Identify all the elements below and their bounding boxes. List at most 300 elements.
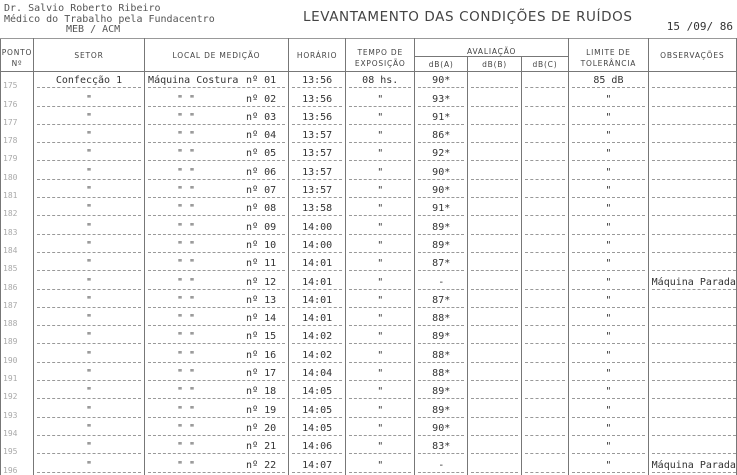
local-machine-number: nº 05 xyxy=(246,148,277,160)
setor-cell: " xyxy=(33,200,144,218)
local-cell xyxy=(145,255,289,273)
horario-cell: 14:00 xyxy=(288,218,346,236)
tempo-cell: " xyxy=(346,182,415,200)
limite-cell: " xyxy=(569,218,648,236)
horario-cell: 14:01 xyxy=(288,292,346,310)
local-cell xyxy=(145,200,289,218)
limite-cell: " xyxy=(569,90,648,108)
setor-cell: " xyxy=(33,109,144,127)
limite-cell: " xyxy=(569,200,648,218)
observacao-cell xyxy=(648,310,736,328)
tempo-cell: " xyxy=(346,438,415,456)
horario-cell: 13:57 xyxy=(288,163,346,181)
local-machine-label: Máquina Costura xyxy=(148,75,239,87)
local-machine-number: nº 06 xyxy=(246,166,277,178)
dbb-cell xyxy=(468,420,521,438)
dba-cell: 88* xyxy=(415,365,468,383)
limite-cell: " xyxy=(569,292,648,310)
observacao-cell xyxy=(648,255,736,273)
setor-cell: Confecção 1 xyxy=(33,72,144,91)
observacao-cell xyxy=(648,237,736,255)
local-cell xyxy=(145,310,289,328)
dbb-cell xyxy=(468,200,521,218)
dba-cell: 90* xyxy=(415,163,468,181)
ponto-cell: 182 xyxy=(1,200,34,218)
ponto-cell: 180 xyxy=(1,163,34,181)
dbb-cell xyxy=(468,255,521,273)
table-row xyxy=(1,182,737,200)
table-row xyxy=(1,200,737,218)
limite-cell: 85 dB xyxy=(569,72,648,91)
setor-cell: " xyxy=(33,145,144,163)
setor-cell: " xyxy=(33,182,144,200)
local-cell xyxy=(145,218,289,236)
dbb-cell xyxy=(468,127,521,145)
horario-cell: 13:56 xyxy=(288,72,346,91)
local-machine-number: nº 18 xyxy=(246,386,277,398)
local-machine-label: " " xyxy=(177,276,196,288)
col-observacoes: OBSERVAÇÕES xyxy=(648,39,736,72)
observacao-cell xyxy=(648,438,736,456)
limite-cell: " xyxy=(569,438,648,456)
tempo-cell: " xyxy=(346,365,415,383)
dbc-cell xyxy=(521,383,568,401)
tempo-cell: " xyxy=(346,90,415,108)
local-cell xyxy=(145,72,289,91)
limite-cell: " xyxy=(569,456,648,474)
setor-cell: " xyxy=(33,292,144,310)
horario-cell: 14:00 xyxy=(288,237,346,255)
horario-cell: 14:01 xyxy=(288,273,346,291)
horario-cell: 14:05 xyxy=(288,401,346,419)
observacao-cell xyxy=(648,109,736,127)
table-row xyxy=(1,292,737,310)
setor-cell: " xyxy=(33,401,144,419)
setor-cell: " xyxy=(33,383,144,401)
local-machine-label: " " xyxy=(177,148,196,160)
tempo-cell: " xyxy=(346,401,415,419)
setor-cell: " xyxy=(33,163,144,181)
local-cell xyxy=(145,383,289,401)
limite-cell: " xyxy=(569,109,648,127)
table-row xyxy=(1,72,737,91)
tempo-cell: " xyxy=(346,127,415,145)
dbc-cell xyxy=(521,163,568,181)
local-machine-label: " " xyxy=(177,368,196,380)
setor-cell: " xyxy=(33,438,144,456)
local-machine-number: nº 07 xyxy=(246,185,277,197)
dbc-cell xyxy=(521,292,568,310)
setor-cell: " xyxy=(33,310,144,328)
horario-cell: 13:57 xyxy=(288,127,346,145)
observacao-cell xyxy=(648,218,736,236)
dbb-cell xyxy=(468,456,521,474)
local-cell xyxy=(145,237,289,255)
tempo-cell: " xyxy=(346,310,415,328)
noise-survey-table xyxy=(0,38,737,475)
local-cell xyxy=(145,346,289,364)
dba-cell: 93* xyxy=(415,90,468,108)
tempo-cell: " xyxy=(346,383,415,401)
local-machine-number: nº 22 xyxy=(246,459,277,471)
ponto-cell: 184 xyxy=(1,237,34,255)
observacao-cell xyxy=(648,346,736,364)
col-avaliacao: AVALIAÇÃO xyxy=(415,39,569,57)
local-machine-number: nº 10 xyxy=(246,239,277,251)
dbb-cell xyxy=(468,438,521,456)
col-ponto: PONTO xyxy=(1,39,34,57)
tempo-cell: " xyxy=(346,200,415,218)
dbc-cell xyxy=(521,182,568,200)
dbb-cell xyxy=(468,401,521,419)
ponto-cell: 175 xyxy=(1,72,34,91)
local-machine-number: nº 17 xyxy=(246,368,277,380)
dbc-cell xyxy=(521,145,568,163)
dba-cell: 91* xyxy=(415,109,468,127)
local-cell xyxy=(145,163,289,181)
observacao-cell: Máquina Parada xyxy=(648,273,736,291)
limite-cell: " xyxy=(569,237,648,255)
table-row xyxy=(1,255,737,273)
table-row xyxy=(1,365,737,383)
local-machine-label: " " xyxy=(177,111,196,123)
tempo-cell: " xyxy=(346,255,415,273)
dbb-cell xyxy=(468,273,521,291)
observacao-cell xyxy=(648,163,736,181)
col-ponto-no: Nº xyxy=(1,57,34,72)
table-body xyxy=(1,72,737,475)
tempo-cell: " xyxy=(346,328,415,346)
local-machine-number: nº 11 xyxy=(246,258,277,270)
ponto-cell: 178 xyxy=(1,127,34,145)
local-machine-number: nº 01 xyxy=(246,75,277,87)
local-cell xyxy=(145,90,289,108)
setor-cell: " xyxy=(33,255,144,273)
local-machine-label: " " xyxy=(177,294,196,306)
local-machine-number: nº 09 xyxy=(246,221,277,233)
observacao-cell xyxy=(648,401,736,419)
local-machine-label: " " xyxy=(177,386,196,398)
local-machine-label: " " xyxy=(177,93,196,105)
table-row xyxy=(1,109,737,127)
table-row xyxy=(1,90,737,108)
author-initials: MEB / ACM xyxy=(66,24,121,35)
col-setor: SETOR xyxy=(33,39,144,72)
dba-cell: - xyxy=(415,273,468,291)
dba-cell: 91* xyxy=(415,200,468,218)
observacao-cell xyxy=(648,145,736,163)
ponto-cell: 186 xyxy=(1,273,34,291)
ponto-cell: 179 xyxy=(1,145,34,163)
dbb-cell xyxy=(468,237,521,255)
ponto-cell: 177 xyxy=(1,109,34,127)
local-machine-label: " " xyxy=(177,258,196,270)
dbc-cell xyxy=(521,365,568,383)
observacao-cell xyxy=(648,328,736,346)
setor-cell: " xyxy=(33,237,144,255)
table-row xyxy=(1,420,737,438)
document-title: LEVANTAMENTO DAS CONDIÇÕES DE RUÍDOS xyxy=(303,9,633,25)
dbb-cell xyxy=(468,72,521,91)
document-date: 15 /09/ 86 xyxy=(666,20,733,33)
dba-cell: 90* xyxy=(415,182,468,200)
local-machine-label: " " xyxy=(177,166,196,178)
local-cell xyxy=(145,365,289,383)
setor-cell: " xyxy=(33,420,144,438)
table-row xyxy=(1,438,737,456)
local-machine-label: " " xyxy=(177,239,196,251)
observacao-cell xyxy=(648,200,736,218)
local-cell xyxy=(145,109,289,127)
ponto-cell: 190 xyxy=(1,346,34,364)
local-machine-label: " " xyxy=(177,441,196,453)
tempo-cell: " xyxy=(346,163,415,181)
horario-cell: 14:04 xyxy=(288,365,346,383)
horario-cell: 14:07 xyxy=(288,456,346,474)
ponto-cell: 194 xyxy=(1,420,34,438)
dba-cell: 89* xyxy=(415,218,468,236)
table-row xyxy=(1,273,737,291)
dbc-cell xyxy=(521,456,568,474)
limite-cell: " xyxy=(569,163,648,181)
tempo-cell: " xyxy=(346,145,415,163)
local-machine-label: " " xyxy=(177,404,196,416)
dba-cell: 88* xyxy=(415,310,468,328)
table-row xyxy=(1,237,737,255)
dba-cell: - xyxy=(415,456,468,474)
local-machine-number: nº 16 xyxy=(246,349,277,361)
limite-cell: " xyxy=(569,365,648,383)
dbb-cell xyxy=(468,182,521,200)
col-tempo: TEMPO DE xyxy=(346,39,415,57)
observacao-cell xyxy=(648,182,736,200)
tempo-cell: " xyxy=(346,109,415,127)
dbc-cell xyxy=(521,310,568,328)
limite-cell: " xyxy=(569,310,648,328)
table-row xyxy=(1,456,737,474)
local-machine-number: nº 03 xyxy=(246,111,277,123)
local-machine-number: nº 20 xyxy=(246,422,277,434)
dbb-cell xyxy=(468,163,521,181)
local-machine-number: nº 19 xyxy=(246,404,277,416)
dbc-cell xyxy=(521,255,568,273)
dba-cell: 83* xyxy=(415,438,468,456)
dbb-cell xyxy=(468,383,521,401)
table-row xyxy=(1,310,737,328)
setor-cell: " xyxy=(33,365,144,383)
horario-cell: 14:05 xyxy=(288,383,346,401)
setor-cell: " xyxy=(33,456,144,474)
table-row xyxy=(1,145,737,163)
local-machine-label: " " xyxy=(177,185,196,197)
dbb-cell xyxy=(468,218,521,236)
ponto-cell: 193 xyxy=(1,401,34,419)
ponto-cell: 192 xyxy=(1,383,34,401)
local-cell xyxy=(145,127,289,145)
local-machine-label: " " xyxy=(177,331,196,343)
author-credential: Médico do Trabalho pela Fundacentro xyxy=(4,14,215,25)
dba-cell: 90* xyxy=(415,72,468,91)
local-machine-number: nº 04 xyxy=(246,130,277,142)
dba-cell: 92* xyxy=(415,145,468,163)
table-row xyxy=(1,218,737,236)
dbb-cell xyxy=(468,310,521,328)
dbc-cell xyxy=(521,438,568,456)
tempo-cell: 08 hs. xyxy=(346,72,415,91)
horario-cell: 13:58 xyxy=(288,200,346,218)
observacao-cell xyxy=(648,420,736,438)
dbb-cell xyxy=(468,346,521,364)
local-cell xyxy=(145,145,289,163)
dba-cell: 89* xyxy=(415,328,468,346)
horario-cell: 14:02 xyxy=(288,328,346,346)
local-cell xyxy=(145,328,289,346)
local-cell xyxy=(145,182,289,200)
local-machine-label: " " xyxy=(177,459,196,471)
dbb-cell xyxy=(468,145,521,163)
dbc-cell xyxy=(521,237,568,255)
setor-cell: " xyxy=(33,273,144,291)
limite-cell: " xyxy=(569,145,648,163)
setor-cell: " xyxy=(33,127,144,145)
dbb-cell xyxy=(468,365,521,383)
limite-cell: " xyxy=(569,328,648,346)
setor-cell: " xyxy=(33,328,144,346)
dba-cell: 89* xyxy=(415,401,468,419)
local-machine-label: " " xyxy=(177,422,196,434)
dbc-cell xyxy=(521,273,568,291)
observacao-cell xyxy=(648,72,736,91)
ponto-cell: 181 xyxy=(1,182,34,200)
limite-cell: " xyxy=(569,273,648,291)
dbb-cell xyxy=(468,328,521,346)
limite-cell: " xyxy=(569,346,648,364)
dbc-cell xyxy=(521,218,568,236)
tempo-cell: " xyxy=(346,292,415,310)
horario-cell: 14:01 xyxy=(288,310,346,328)
local-machine-number: nº 13 xyxy=(246,294,277,306)
limite-cell: " xyxy=(569,420,648,438)
observacao-cell xyxy=(648,383,736,401)
local-machine-number: nº 08 xyxy=(246,203,277,215)
local-machine-number: nº 15 xyxy=(246,331,277,343)
ponto-cell: 185 xyxy=(1,255,34,273)
limite-cell: " xyxy=(569,127,648,145)
ponto-cell: 195 xyxy=(1,438,34,456)
local-cell xyxy=(145,401,289,419)
horario-cell: 13:57 xyxy=(288,145,346,163)
observacao-cell: Máquina Parada xyxy=(648,456,736,474)
observacao-cell xyxy=(648,365,736,383)
setor-cell: " xyxy=(33,346,144,364)
limite-cell: " xyxy=(569,401,648,419)
ponto-cell: 196 xyxy=(1,456,34,474)
horario-cell: 14:02 xyxy=(288,346,346,364)
dba-cell: 88* xyxy=(415,346,468,364)
table-row xyxy=(1,163,737,181)
dbc-cell xyxy=(521,346,568,364)
dba-cell: 90* xyxy=(415,420,468,438)
col-tolerancia: TOLERÂNCIA xyxy=(569,57,648,72)
local-cell xyxy=(145,438,289,456)
local-machine-number: nº 02 xyxy=(246,93,277,105)
horario-cell: 13:56 xyxy=(288,90,346,108)
table-row xyxy=(1,328,737,346)
limite-cell: " xyxy=(569,255,648,273)
horario-cell: 13:57 xyxy=(288,182,346,200)
local-cell xyxy=(145,456,289,474)
ponto-cell: 191 xyxy=(1,365,34,383)
col-dbc: dB(C) xyxy=(521,57,568,72)
col-horario: HORÁRIO xyxy=(288,39,346,72)
dbb-cell xyxy=(468,109,521,127)
tempo-cell: " xyxy=(346,273,415,291)
horario-cell: 13:56 xyxy=(288,109,346,127)
horario-cell: 14:05 xyxy=(288,420,346,438)
limite-cell: " xyxy=(569,182,648,200)
tempo-cell: " xyxy=(346,237,415,255)
tempo-cell: " xyxy=(346,346,415,364)
local-machine-label: " " xyxy=(177,313,196,325)
col-dba: dB(A) xyxy=(415,57,468,72)
dbc-cell xyxy=(521,328,568,346)
horario-cell: 14:01 xyxy=(288,255,346,273)
dbc-cell xyxy=(521,90,568,108)
dbc-cell xyxy=(521,420,568,438)
col-limite: LIMITE DE xyxy=(569,39,648,57)
dba-cell: 87* xyxy=(415,292,468,310)
observacao-cell xyxy=(648,90,736,108)
ponto-cell: 183 xyxy=(1,218,34,236)
table-row xyxy=(1,346,737,364)
dbb-cell xyxy=(468,90,521,108)
tempo-cell: " xyxy=(346,218,415,236)
dba-cell: 89* xyxy=(415,237,468,255)
local-machine-label: " " xyxy=(177,221,196,233)
local-cell xyxy=(145,292,289,310)
dbc-cell xyxy=(521,200,568,218)
dbc-cell xyxy=(521,127,568,145)
local-machine-label: " " xyxy=(177,349,196,361)
setor-cell: " xyxy=(33,90,144,108)
dbb-cell xyxy=(468,292,521,310)
observacao-cell xyxy=(648,127,736,145)
dbc-cell xyxy=(521,401,568,419)
dba-cell: 86* xyxy=(415,127,468,145)
local-cell xyxy=(145,273,289,291)
tempo-cell: " xyxy=(346,456,415,474)
limite-cell: " xyxy=(569,383,648,401)
col-local: LOCAL DE MEDIÇÃO xyxy=(145,39,289,72)
col-tempo-exposicao: EXPOSIÇÃO xyxy=(346,57,415,72)
dbc-cell xyxy=(521,72,568,91)
table-row xyxy=(1,127,737,145)
horario-cell: 14:06 xyxy=(288,438,346,456)
setor-cell: " xyxy=(33,218,144,236)
observacao-cell xyxy=(648,292,736,310)
table-row xyxy=(1,401,737,419)
local-machine-label: " " xyxy=(177,203,196,215)
local-cell xyxy=(145,420,289,438)
ponto-cell: 176 xyxy=(1,90,34,108)
col-dbb: dB(B) xyxy=(468,57,521,72)
ponto-cell: 188 xyxy=(1,310,34,328)
ponto-cell: 187 xyxy=(1,292,34,310)
dbc-cell xyxy=(521,109,568,127)
tempo-cell: " xyxy=(346,420,415,438)
author-name: Dr. Salvio Roberto Ribeiro xyxy=(4,3,161,14)
local-machine-label: " " xyxy=(177,130,196,142)
